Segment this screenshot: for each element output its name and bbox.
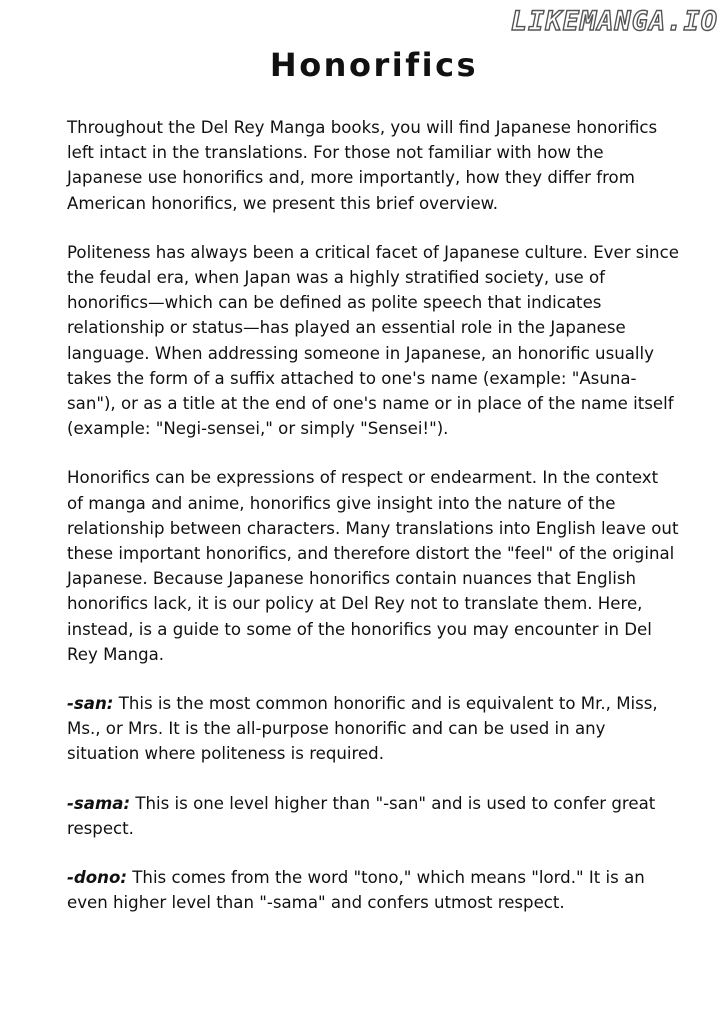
definition-sama-text: This is one level higher than "-san" and is used to confer great respect. (67, 793, 656, 838)
definition-sama (67, 791, 679, 841)
page-title: Honorifics (269, 46, 479, 84)
term-sama: -sama: (67, 793, 131, 813)
definition-dono (67, 865, 679, 915)
politeness-paragraph: Politeness has always been a critical facet of Japanese culture. Ever since the feudal era, when Japan was a highly stratified society, use of honorifics—which can be defined as polite speech that indicates relationship or status—has played an essential role in the Japanese language. When addressing someone in Japanese, an honorific usually takes the form of a suffix attached to one's name (example: "Asuna-san"), or as a title at the end of one's name or in place of the name itself (example: "Negi-sensei," or simply "Sensei!"). (67, 242, 679, 439)
definition-dono-text: This comes from the word "tono," which means "lord." It is an even higher level than "-sama" and confers utmost respect. (67, 868, 645, 913)
site-watermark: LIKEMANGA.IO (510, 6, 718, 37)
term-san: -san: (67, 694, 114, 714)
honorifics-body (67, 115, 679, 939)
expressions-paragraph: Honorifics can be expressions of respect or endearment. In the context of manga and anime, honorifics give insight into the nature of the relationship between characters. Many translations into English leave out these important honorifics, and therefore distort the "feel" of the original Japanese. Because Japanese honorifics contain nuances that English honorifics lack, it is our policy at Del Rey not to translate them. Here, instead, is a guide to some of the honorifics you may encounter in Del Rey Manga. (67, 468, 679, 664)
definition-san-text: This is the most common honorific and is equivalent to Mr., Miss, Ms., or Mrs. It is the all-purpose honorific and can be used in any situation where politeness is required. (67, 694, 658, 764)
intro-paragraph: Throughout the Del Rey Manga books, you will find Japanese honorifics left intact in the translations. For those not familiar with how the Japanese use honorifics and, more importantly, how they differ from American honorifics, we present this brief overview. (67, 118, 658, 213)
term-dono: -dono: (67, 868, 128, 888)
definition-san (67, 691, 679, 767)
